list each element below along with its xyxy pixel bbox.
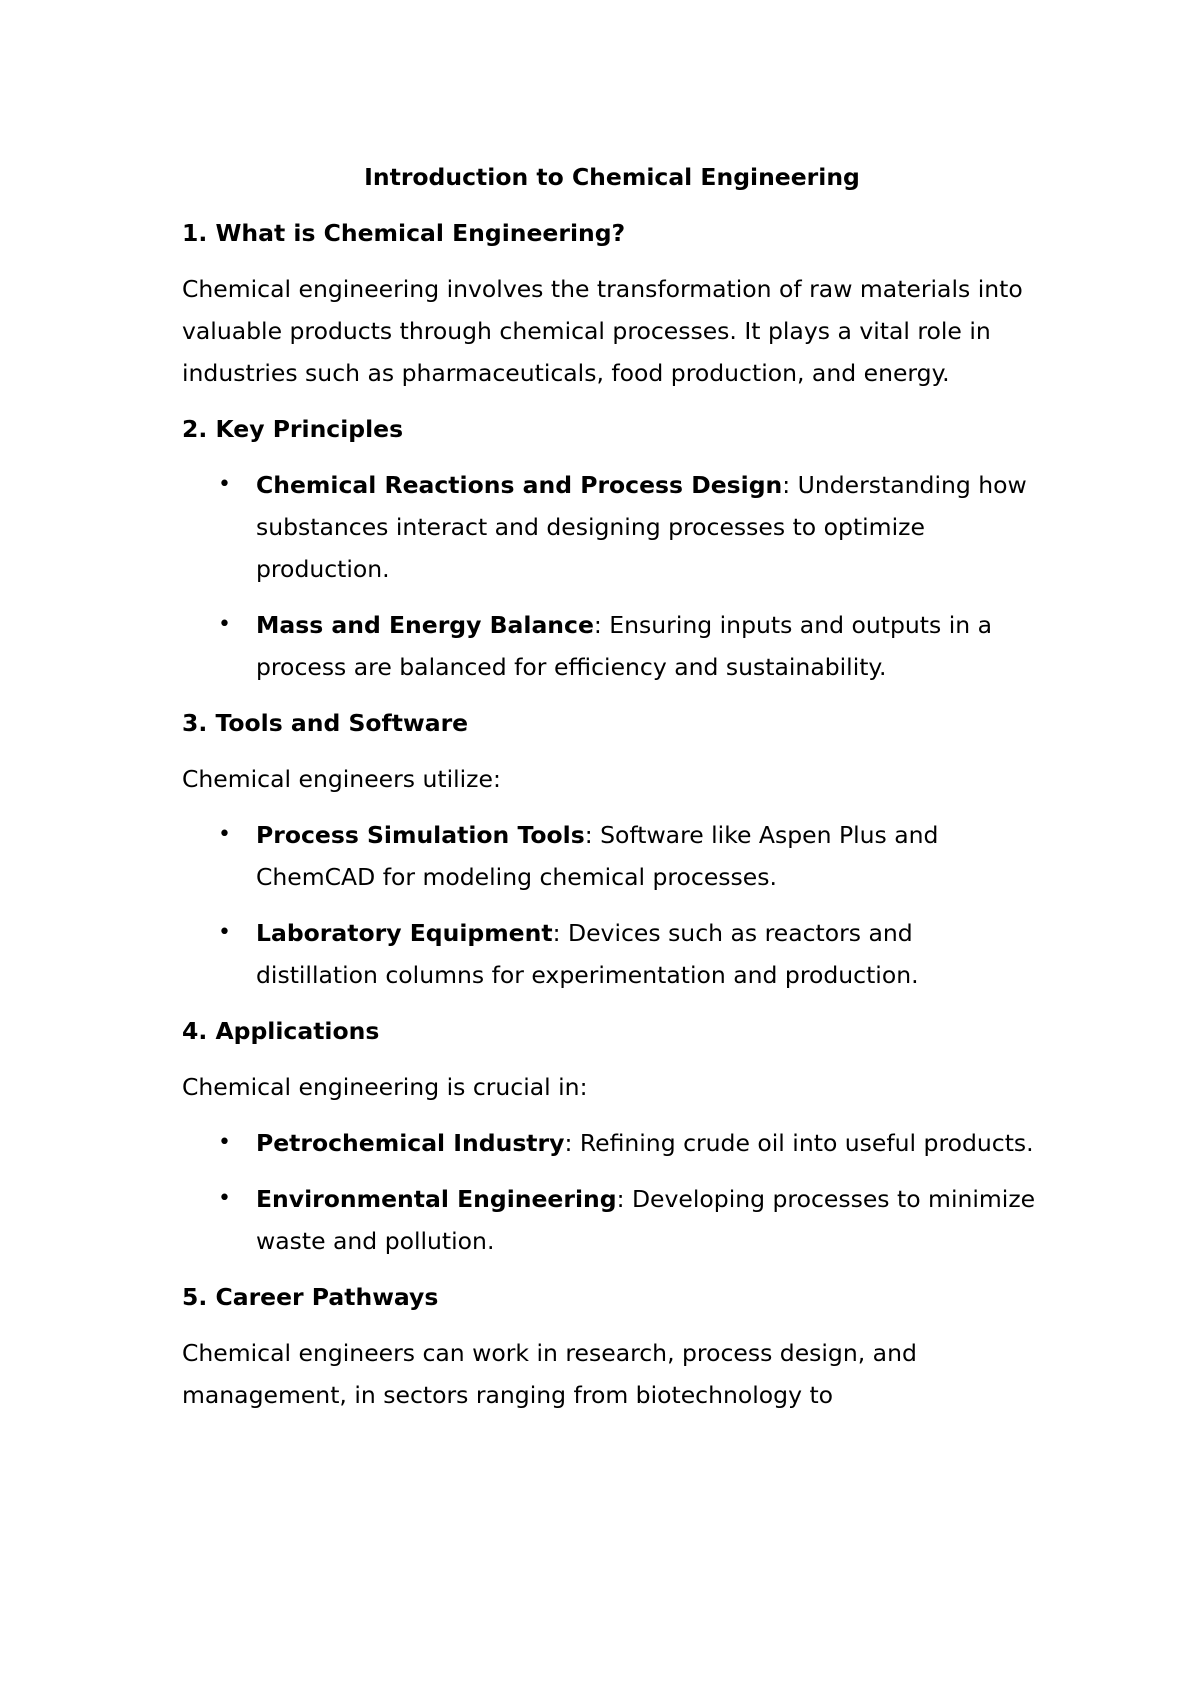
bullet-icon: • [218, 1130, 231, 1155]
bullet-term: Process Simulation Tools [256, 821, 585, 849]
bullet-icon: • [218, 822, 231, 847]
section-paragraph-tools: Chemical engineers utilize: [182, 765, 501, 793]
section-heading-career: 5. Career Pathways [182, 1283, 439, 1311]
list-item [182, 814, 1042, 898]
bullet-icon: • [218, 472, 231, 497]
key-principles-list [182, 464, 1042, 688]
bullet-icon: • [218, 612, 231, 637]
list-item [182, 604, 1042, 688]
section-paragraph-applications: Chemical engineering is crucial in: [182, 1073, 588, 1101]
bullet-term: Environmental Engineering [256, 1185, 617, 1213]
section-heading-applications: 4. Applications [182, 1017, 380, 1045]
list-item [182, 464, 1042, 590]
bullet-term: Petrochemical Industry [256, 1129, 565, 1157]
section-heading-what-is: 1. What is Chemical Engineering? [182, 219, 626, 247]
section-paragraph-what-is: Chemical engineering involves the transformation of raw materials into valuable products through chemical processes. It plays a vital role in industries such as pharmaceuticals, food production, and energy. [182, 275, 1023, 387]
section-paragraph-career: Chemical engineers can work in research, process design, and management, in sectors ranging from biotechnology to [182, 1339, 917, 1409]
bullet-icon: • [218, 920, 231, 945]
bullet-text: : Refining crude oil into useful products. [564, 1129, 1034, 1157]
tools-list [182, 814, 1042, 996]
bullet-text: : Developing processes to minimize waste and pollution. [256, 1185, 1036, 1255]
document-body [182, 156, 1042, 1430]
bullet-text: : Ensuring inputs and outputs in a process are balanced for efficiency and sustainability. [256, 611, 993, 681]
bullet-text: : Software like Aspen Plus and ChemCAD for modeling chemical processes. [256, 821, 939, 891]
bullet-icon: • [218, 1186, 231, 1211]
bullet-text: : Understanding how substances interact and designing processes to optimize production. [256, 471, 1027, 583]
bullet-text: : Devices such as reactors and distillation columns for experimentation and production. [256, 919, 919, 989]
list-item [182, 1178, 1042, 1262]
list-item [182, 912, 1042, 996]
bullet-term: Chemical Reactions and Process Design [256, 471, 783, 499]
section-heading-key-principles: 2. Key Principles [182, 415, 404, 443]
document-title: Introduction to Chemical Engineering [364, 163, 860, 191]
bullet-term: Laboratory Equipment [256, 919, 553, 947]
list-item [182, 1122, 1042, 1164]
bullet-term: Mass and Energy Balance [256, 611, 594, 639]
section-heading-tools: 3. Tools and Software [182, 709, 469, 737]
applications-list [182, 1122, 1042, 1262]
